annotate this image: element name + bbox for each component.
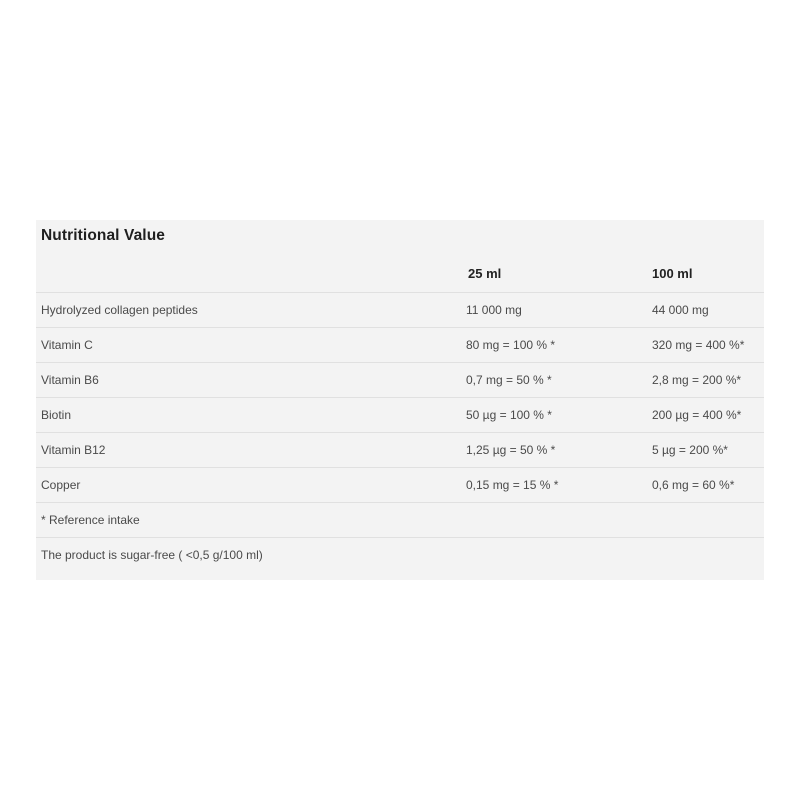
table-row	[36, 467, 764, 502]
table-row	[36, 397, 764, 432]
nutrient-name: Vitamin B6	[41, 373, 99, 387]
value-25ml: 80 mg = 100 % *	[466, 338, 556, 352]
value-100ml: 0,6 mg = 60 %*	[652, 478, 735, 492]
nutrient-name: Hydrolyzed collagen peptides	[41, 303, 198, 317]
footnote-row	[36, 537, 764, 572]
value-25ml: 11 000 mg	[466, 303, 522, 317]
sugar-free-note: The product is sugar-free ( <0,5 g/100 ml)	[41, 548, 263, 562]
nutrient-name: Vitamin B12	[41, 443, 106, 457]
column-header-100ml: 100 ml	[652, 266, 693, 281]
value-100ml: 200 µg = 400 %*	[652, 408, 742, 422]
table-row	[36, 292, 764, 327]
reference-intake-note: * Reference intake	[41, 513, 140, 527]
value-100ml: 44 000 mg	[652, 303, 709, 317]
table-row	[36, 362, 764, 397]
value-25ml: 0,15 mg = 15 % *	[466, 478, 559, 492]
nutrient-name: Copper	[41, 478, 81, 492]
nutrient-name: Biotin	[41, 408, 72, 422]
value-25ml: 1,25 µg = 50 % *	[466, 443, 556, 457]
table-body	[36, 292, 764, 572]
value-100ml: 320 mg = 400 %*	[652, 338, 745, 352]
value-100ml: 2,8 mg = 200 %*	[652, 373, 742, 387]
value-25ml: 0,7 mg = 50 % *	[466, 373, 552, 387]
table-row	[36, 432, 764, 467]
table-row	[36, 327, 764, 362]
table-title: Nutritional Value	[41, 227, 165, 244]
nutrition-table-panel	[36, 220, 764, 580]
nutrient-name: Vitamin C	[41, 338, 93, 352]
footnote-row	[36, 502, 764, 537]
value-25ml: 50 µg = 100 % *	[466, 408, 552, 422]
value-100ml: 5 µg = 200 %*	[652, 443, 728, 457]
column-header-25ml: 25 ml	[468, 266, 502, 281]
